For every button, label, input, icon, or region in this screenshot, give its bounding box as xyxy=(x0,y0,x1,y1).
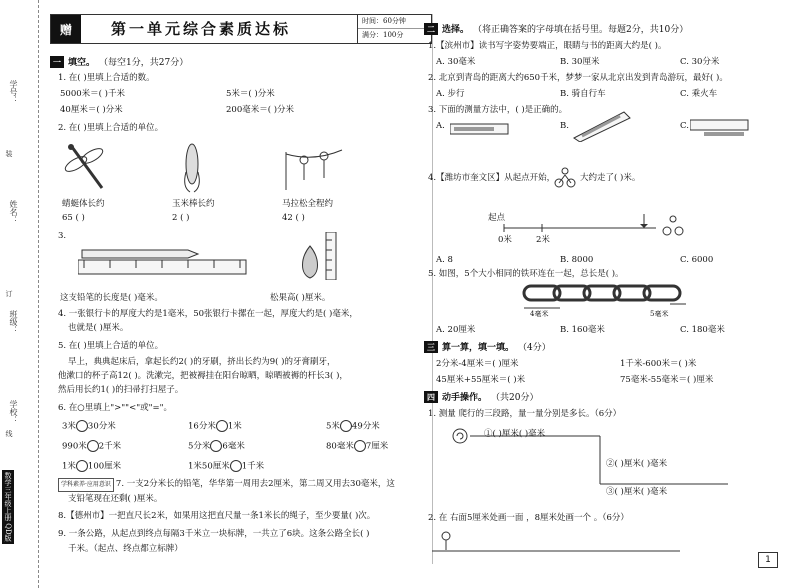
gift-badge: 赠 xyxy=(51,15,81,43)
question-5c: 然后用长约1( )的扫帚打扫屋子。 xyxy=(58,385,184,395)
choice-q3a: A. xyxy=(436,121,445,131)
question-8: 8.【德州市】一把直尺长2米，如果用这把直尺量一条1米长的绳子，至少要量( )次。 xyxy=(58,511,376,521)
compare-circle[interactable] xyxy=(216,420,228,432)
dragonfly-icon xyxy=(62,142,112,194)
number-line-start: 起点 xyxy=(488,213,506,223)
dragonfly-label: 蜻蜓体长约 xyxy=(62,199,105,209)
compare-row-3a: 1米 100厘米 xyxy=(62,461,122,472)
section-1-header xyxy=(50,55,188,68)
chain-length-2: 5毫米 xyxy=(650,310,669,318)
child-cyclist-icon xyxy=(554,166,576,188)
marathon-value: 42 ( ) xyxy=(282,213,305,223)
choice-q4-c: C. 6000 xyxy=(680,255,714,265)
question-1d: 200毫米＝( )分米 xyxy=(226,105,295,115)
calc-2: 1千米-600米＝( )米 xyxy=(620,359,697,369)
choice-q4-b: B. 8000 xyxy=(560,255,594,265)
marathon-runners-icon xyxy=(284,142,344,192)
cut-mark: 线 xyxy=(5,430,13,437)
chain-length-1: 4毫米 xyxy=(530,310,549,318)
child-cyclist-icon xyxy=(662,214,684,236)
corn-icon xyxy=(180,142,204,194)
choice-q3b: B. xyxy=(560,121,569,131)
score-box xyxy=(357,15,432,43)
marathon-label: 马拉松全程约 xyxy=(282,199,334,209)
compare-circle[interactable] xyxy=(230,460,242,472)
section-title: 填空。 xyxy=(68,58,96,68)
compare-circle[interactable] xyxy=(87,440,99,452)
question-7b: 支铅笔现在还剩( )厘米。 xyxy=(68,494,163,504)
section-number: 一 xyxy=(50,56,64,68)
title-bar xyxy=(50,14,432,44)
question-3: 3. xyxy=(58,231,67,241)
section-title: 算一算，填一填。 xyxy=(442,343,515,353)
compare-circle[interactable] xyxy=(354,440,366,452)
skill-tag: 学科素养·应用意识 xyxy=(58,478,114,492)
calc-4: 75毫米-55毫米＝( )厘米 xyxy=(620,375,714,385)
section-number: 三 xyxy=(424,341,438,353)
number-line xyxy=(498,210,658,234)
question-5: 5. 在( )里填上合适的单位。 xyxy=(58,341,164,351)
question-1c: 40厘米＝( )分米 xyxy=(60,105,123,115)
page-number: 1 xyxy=(758,552,778,568)
segment-1: ①( )厘米( )毫米 xyxy=(484,429,546,439)
score-label: 满分：100分 xyxy=(362,31,404,39)
choice-q1c: C. 30分米 xyxy=(680,57,720,67)
question-1b: 5米＝( )分米 xyxy=(226,89,275,99)
question-5a: 早上，典典起床后，拿起长约2( )的牙刷，挤出长约为9( )的牙膏刷牙， xyxy=(68,357,336,367)
cut-mark: 装 xyxy=(5,150,13,157)
choice-q5: 5. 如图，5个大小相同的铁环连在一起，总长是( )。 xyxy=(428,269,624,279)
compare-row-1b: 16分米 1米 xyxy=(188,421,242,432)
question-4a: 4. 一张银行卡的厚度大约是1毫米，50张银行卡摞在一起，厚度大约是( )毫米， xyxy=(58,309,358,319)
question-3a: 这支铅笔的长度是( )毫米。 xyxy=(60,293,163,303)
compare-circle[interactable] xyxy=(210,440,222,452)
ruler-option-c-icon xyxy=(690,118,750,140)
ruler-option-a-icon xyxy=(450,122,510,136)
section-note: （将正确答案的字母填在括号里。每题2分，共10分） xyxy=(473,25,689,35)
compare-row-2c: 80毫米 7厘米 xyxy=(326,441,389,452)
choice-q2b: B. 骑自行车 xyxy=(560,89,606,99)
drawing-baseline xyxy=(432,548,682,554)
choice-q1a: A. 30毫米 xyxy=(436,57,476,67)
calc-3: 45厘米+55厘米＝( )米 xyxy=(436,375,526,385)
compare-row-1c: 5米 49分米 xyxy=(326,421,380,432)
question-1: 1. 在( )里填上合适的数。 xyxy=(58,73,155,83)
choice-q4b: 大约走了( )米。 xyxy=(580,173,641,183)
number-line-2: 2米 xyxy=(536,235,550,245)
section-4-header xyxy=(424,390,538,403)
time-label: 时间：60分钟 xyxy=(358,15,432,29)
segment-2: ②( )厘米( )毫米 xyxy=(606,459,668,469)
class-label: 班级： xyxy=(9,310,18,334)
compare-row-2a: 990米 2千米 xyxy=(62,441,122,452)
binding-strip xyxy=(0,0,39,588)
question-9b: 千米。（起点、终点都立标牌） xyxy=(68,544,183,554)
calc-1: 2分米-4厘米＝( )厘米 xyxy=(436,359,519,369)
question-5b: 他漱口的杯子高12( )。洗漱完，把被褥挂在阳台晾晒，晾晒被褥的杆长3( )， xyxy=(58,371,348,381)
choice-q4-a: A. 8 xyxy=(436,255,453,265)
corn-value: 2 ( ) xyxy=(172,213,190,223)
section-number: 四 xyxy=(424,391,438,403)
compare-circle[interactable] xyxy=(340,420,352,432)
cut-mark: 订 xyxy=(5,290,13,297)
compare-circle[interactable] xyxy=(76,420,88,432)
choice-q1b: B. 30厘米 xyxy=(560,57,600,67)
section-2-header xyxy=(424,22,688,35)
dragonfly-value: 65 ( ) xyxy=(62,213,85,223)
section-3-header xyxy=(424,340,551,353)
number-line-0: 0米 xyxy=(498,235,512,245)
ruler-option-b-icon xyxy=(572,110,632,142)
section-note: （共20分） xyxy=(491,393,539,403)
compare-row-2b: 5分米 6毫米 xyxy=(188,441,245,452)
operate-q1: 1. 测量 爬行的三段路，量一量分别是多长。（6分） xyxy=(428,409,622,419)
book-label: 数学三年级上册 QD版 xyxy=(4,472,12,542)
question-4b: 也就是( )厘米。 xyxy=(68,323,129,333)
section-title: 动手操作。 xyxy=(442,393,488,403)
flower-icon xyxy=(436,530,456,550)
question-1a: 5000米＝( )千米 xyxy=(60,89,125,99)
compare-circle[interactable] xyxy=(76,460,88,472)
question-7a: 学科素养·应用意识 7. 一支2分米长的铅笔，华华第一周用去2厘米，第二周又用去30毫米，这 xyxy=(58,478,395,492)
compare-row-3b: 1米50厘米 1千米 xyxy=(188,461,265,472)
student-number-label: 学号： xyxy=(9,80,18,104)
choice-q5-b: B. 160毫米 xyxy=(560,325,605,335)
column-divider xyxy=(432,14,433,564)
choice-q2c: C. 乘火车 xyxy=(680,89,718,99)
section-number: 二 xyxy=(424,23,438,35)
student-name-label: 姓名： xyxy=(9,200,18,224)
question-2: 2. 在( )里填上合适的单位。 xyxy=(58,123,164,133)
pencil-ruler-icon xyxy=(78,244,248,276)
question-3b: 松果高( )厘米。 xyxy=(270,293,331,303)
choice-q5-a: A. 20厘米 xyxy=(436,325,476,335)
choice-q3: 3. 下面的测量方法中，( )是正确的。 xyxy=(428,105,568,115)
question-6: 6. 在○里填上">""<"或"="。 xyxy=(58,403,173,413)
section-note: （4分） xyxy=(518,343,551,353)
choice-q2a: A. 步行 xyxy=(436,89,465,99)
corn-label: 玉米棒长约 xyxy=(172,199,215,209)
page-title: 第一单元综合素质达标 xyxy=(111,20,292,38)
segment-3: ③( )厘米( )毫米 xyxy=(606,487,668,497)
section-note: （每空1分，共27分） xyxy=(99,58,189,68)
question-9a: 9. 一条公路，从起点到终点每隔3千米立一块标牌，一共立了6块。这条公路全长( ) xyxy=(58,529,370,539)
choice-q2: 2. 北京到青岛的距离大约650千米，梦梦一家从北京出发到青岛游玩，最好( )。 xyxy=(428,73,728,83)
choice-q3c: C. xyxy=(680,121,689,131)
section-title: 选择。 xyxy=(442,25,470,35)
choice-q1: 1.【滨州市】读书写字姿势要端正，眼睛与书的距离大约是( )。 xyxy=(428,41,667,51)
choice-q5-c: C. 180毫米 xyxy=(680,325,725,335)
operate-q2: 2. 在 右面5厘米处画一面 ，8厘米处画一个 。（6分） xyxy=(428,513,629,523)
choice-q4a: 4.【潍坊市奎文区】从起点开始， xyxy=(428,173,556,183)
compare-row-1a: 3米 30分米 xyxy=(62,421,116,432)
school-label: 学校： xyxy=(9,400,18,424)
pinecone-ruler-icon xyxy=(296,232,340,280)
